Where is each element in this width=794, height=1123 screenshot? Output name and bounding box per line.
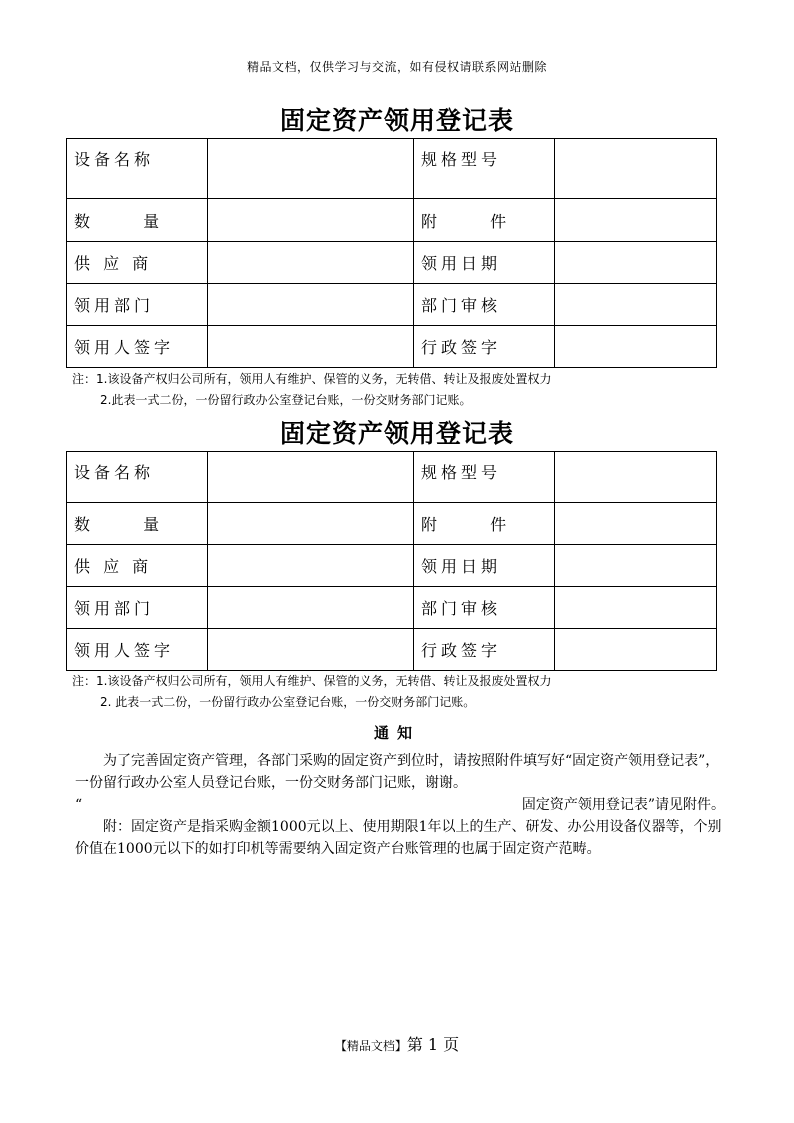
field-receive-date[interactable]	[555, 242, 717, 284]
quote-mark: “	[75, 797, 83, 813]
notice-body	[75, 750, 725, 860]
label-department: 领用部门	[67, 587, 208, 629]
field-dept-review[interactable]	[555, 587, 717, 629]
label-device-name: 设备名称	[67, 139, 208, 199]
table-row	[67, 139, 717, 199]
registration-table-2	[66, 451, 717, 671]
table-row	[67, 199, 717, 242]
label-supplier: 供 应 商	[67, 545, 208, 587]
field-quantity[interactable]	[208, 199, 414, 242]
field-attachment[interactable]	[555, 199, 717, 242]
registration-table-1	[66, 138, 717, 368]
label-model: 规格型号	[414, 139, 555, 199]
form-notes-1	[72, 369, 551, 411]
field-supplier[interactable]	[208, 545, 414, 587]
field-device-name[interactable]	[208, 139, 414, 199]
table-row	[67, 326, 717, 368]
note-line-1: 注：1.该设备产权归公司所有，领用人有维护、保管的义务，无转借、转让及报废处置权力	[72, 674, 552, 688]
field-department[interactable]	[208, 587, 414, 629]
field-model[interactable]	[555, 139, 717, 199]
form-title-2: 固定资产领用登记表	[279, 419, 514, 448]
footer-tag: 【精品文档】	[334, 1039, 407, 1053]
notice-paragraph-2: 附：固定资产是指采购金额1000元以上、使用期限1年以上的生产、研发、办公用设备仪器等，个别价值在1000元以下的如打印机等需要纳入固定资产台账管理的也属于固定资产范畴。	[75, 819, 722, 857]
note-line-2: 2. 此表一式二份，一份留行政办公室登记台账，一份交财务部门记账。	[100, 695, 476, 709]
field-quantity[interactable]	[208, 503, 414, 545]
field-receiver-signature[interactable]	[208, 326, 414, 368]
table-row	[67, 452, 717, 503]
label-dept-review: 部门审核	[414, 587, 555, 629]
label-quantity: 数 量	[67, 199, 208, 242]
field-attachment[interactable]	[555, 503, 717, 545]
label-model: 规格型号	[414, 452, 555, 503]
table-row	[67, 242, 717, 284]
field-model[interactable]	[555, 452, 717, 503]
notice-title: 通知	[373, 724, 420, 742]
header-note: 精品文档，仅供学习与交流，如有侵权请联系网站删除	[246, 60, 547, 74]
field-device-name[interactable]	[208, 452, 414, 503]
form-title-1: 固定资产领用登记表	[279, 106, 514, 135]
label-attachment: 附 件	[414, 199, 555, 242]
page-footer	[0, 1032, 794, 1055]
table-row	[67, 545, 717, 587]
field-dept-review[interactable]	[555, 284, 717, 326]
quote-text: 固定资产领用登记表”请见附件。	[521, 797, 725, 813]
label-admin-signature: 行政签字	[414, 326, 555, 368]
label-receiver-signature: 领用人签字	[67, 629, 208, 671]
label-receiver-signature: 领用人签字	[67, 326, 208, 368]
label-supplier: 供 应 商	[67, 242, 208, 284]
notice-quote-line	[75, 794, 725, 816]
label-department: 领用部门	[67, 284, 208, 326]
table-row	[67, 587, 717, 629]
notice-paragraph-1: 为了完善固定资产管理，各部门采购的固定资产到位时，请按照附件填写好“固定资产领用登记表”，一份留行政办公室人员登记台账，一份交财务部门记账，谢谢。	[75, 753, 720, 791]
table-row	[67, 503, 717, 545]
table-row	[67, 284, 717, 326]
label-dept-review: 部门审核	[414, 284, 555, 326]
field-admin-signature[interactable]	[555, 629, 717, 671]
label-admin-signature: 行政签字	[414, 629, 555, 671]
note-line-1: 注：1.该设备产权归公司所有，领用人有维护、保管的义务，无转借、转让及报废处置权力	[72, 372, 552, 386]
label-attachment: 附 件	[414, 503, 555, 545]
label-receive-date: 领用日期	[414, 242, 555, 284]
field-admin-signature[interactable]	[555, 326, 717, 368]
form-notes-2	[72, 671, 551, 713]
table-row	[67, 629, 717, 671]
field-department[interactable]	[208, 284, 414, 326]
label-device-name: 设备名称	[67, 452, 208, 503]
label-quantity: 数 量	[67, 503, 208, 545]
label-receive-date: 领用日期	[414, 545, 555, 587]
field-supplier[interactable]	[208, 242, 414, 284]
field-receiver-signature[interactable]	[208, 629, 414, 671]
field-receive-date[interactable]	[555, 545, 717, 587]
page-number: 第 1 页	[406, 1035, 460, 1054]
note-line-2: 2.此表一式二份，一份留行政办公室登记台账，一份交财务部门记账。	[100, 393, 472, 407]
